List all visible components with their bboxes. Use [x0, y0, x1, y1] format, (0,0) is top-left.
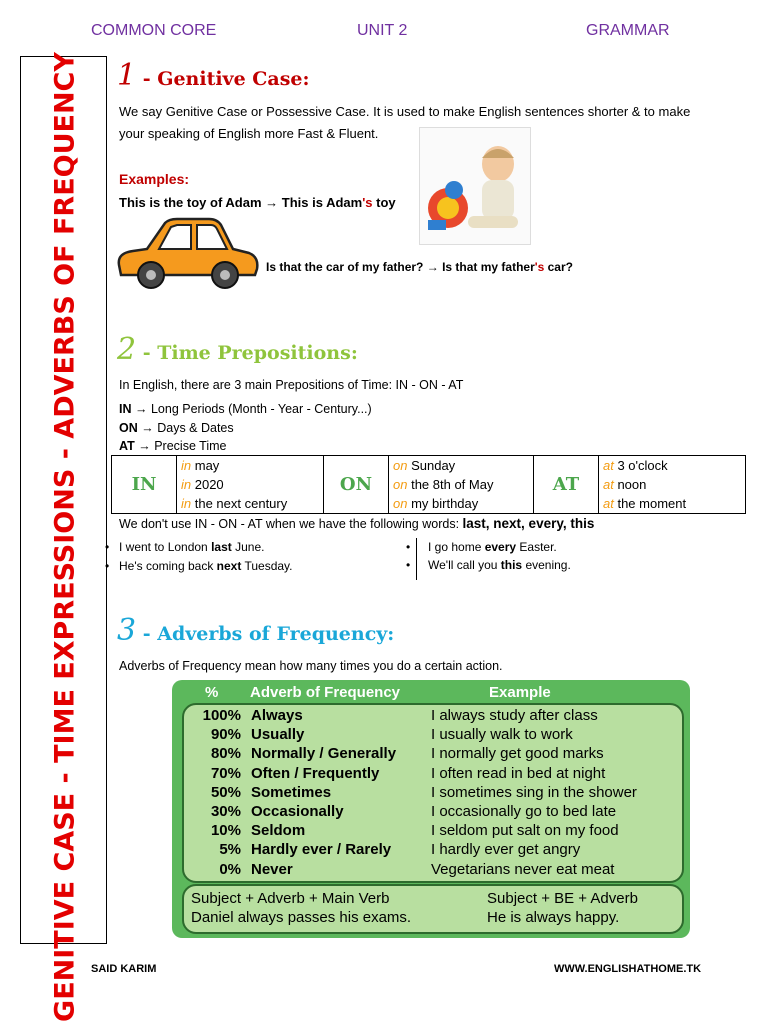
section-1-number: 1: [117, 58, 137, 93]
ex2-suffix: 's: [534, 260, 545, 274]
adverb-row-example: I normally get good marks: [431, 745, 604, 763]
ex2-possessive: Is that my father: [442, 260, 535, 274]
adverb-row-percent: 5%: [219, 841, 241, 859]
baby-toy-image: [419, 127, 531, 245]
exception-rule: We don't use IN - ON - AT when we have the following words: last, next, every, this: [119, 516, 595, 531]
rule1-header: Subject + Adverb + Main Verb: [191, 890, 390, 907]
rule2-example: He is always happy.: [487, 909, 620, 926]
ex2-end: car?: [544, 260, 573, 274]
adverb-row-percent: 70%: [210, 764, 241, 782]
header-left: COMMON CORE: [91, 22, 217, 39]
time-intro: In English, there are 3 main Prepositions of Time: IN - ON - AT: [119, 378, 464, 392]
col-adverb: Adverb of Frequency: [250, 684, 401, 701]
adverb-row-percent: 100%: [202, 707, 241, 724]
section-3-heading: 3 - Adverbs of Frequency:: [117, 613, 395, 648]
example-bullet-2: He's coming back next Tuesday.: [119, 559, 293, 573]
bullet-divider: [416, 538, 417, 580]
example-bullet-3: I go home every Easter.: [428, 540, 557, 554]
genitive-example-2: [266, 260, 573, 274]
section-3-title: Adverbs of Frequency:: [157, 623, 395, 645]
adverb-row-example: I seldom put salt on my food: [431, 822, 619, 840]
prep-in-examples: in may in 2020 in the next century: [177, 456, 324, 514]
adverb-row-adverb: Often / Frequently: [251, 764, 380, 782]
bullet-icon: •: [105, 540, 110, 554]
prep-on-examples: on Sunday on the 8th of May on my birthday: [389, 456, 534, 514]
adverb-row-percent: 0%: [219, 860, 241, 878]
rule1-example: Daniel always passes his exams.: [191, 909, 412, 926]
adverb-row-example: I usually walk to work: [431, 726, 573, 744]
col-percent: %: [205, 684, 219, 701]
car-image: [113, 217, 261, 293]
footer-author: SAID KARIM: [91, 963, 157, 975]
adverb-row-example: I hardly ever get angry: [431, 841, 581, 859]
sidebar-title: GENITIVE CASE - TIME EXPRESSIONS - ADVERBS OF FREQUENCY: [49, 52, 81, 1022]
adverb-row-adverb: Usually: [251, 726, 305, 744]
examples-label: Examples:: [119, 171, 190, 187]
bullet-icon: •: [406, 540, 411, 554]
adverb-row-example: I sometimes sing in the shower: [431, 783, 637, 801]
arrow-icon: →: [265, 195, 279, 210]
section-2-heading: 2 - Time Prepositions:: [117, 332, 358, 367]
adverb-row-adverb: Normally / Generally: [251, 745, 397, 763]
rule-on: ON → Days & Dates: [119, 420, 234, 435]
adverb-row-adverb: Seldom: [251, 822, 306, 840]
sidebar-box: [20, 52, 110, 1022]
section-2-number: 2: [117, 332, 137, 367]
prep-on-label: ON: [324, 456, 389, 514]
time-prepositions-table: [111, 455, 746, 514]
example-bullet-1: I went to London last June.: [119, 540, 265, 554]
bullet-icon: •: [105, 559, 110, 573]
adverb-row-adverb: Sometimes: [251, 783, 332, 801]
rule-at: AT → Precise Time: [119, 439, 227, 453]
section-1-title: Genitive Case:: [157, 68, 310, 90]
adverb-row-percent: 80%: [210, 745, 241, 763]
prep-at-label: AT: [534, 456, 599, 514]
adverb-row-adverb: Hardly ever / Rarely: [251, 841, 392, 859]
ex1-end: toy: [372, 195, 396, 210]
prep-at-examples: at 3 o'clock at noon at the moment: [599, 456, 746, 514]
adverbs-intro: Adverbs of Frequency mean how many times you do a certain action.: [119, 659, 503, 673]
adverb-row-percent: 10%: [210, 822, 241, 840]
adverb-row-example: I occasionally go to bed late: [431, 803, 617, 820]
col-example: Example: [489, 684, 551, 701]
adverb-row-percent: 50%: [210, 783, 241, 801]
adverb-row-adverb: Always: [251, 707, 303, 724]
rule-in: IN → Long Periods (Month - Year - Century...): [119, 402, 372, 416]
bullet-icon: •: [406, 558, 411, 572]
ex2-original: Is that the car of my father?: [266, 260, 424, 274]
section-2-title: Time Prepositions:: [157, 342, 358, 364]
adverb-row-example: I always study after class: [431, 707, 598, 724]
rule2-header: Subject + BE + Adverb: [487, 890, 638, 907]
header-center: UNIT 2: [357, 22, 408, 39]
ex1-suffix: 's: [362, 195, 373, 210]
section-3-number: 3: [117, 613, 137, 648]
genitive-paragraph: We say Genitive Case or Possessive Case. It is used to make English sentences shorter & to make your speaking of English more Fast & Fluent.: [119, 104, 691, 141]
arrow-icon: →: [426, 260, 439, 274]
footer-website[interactable]: WWW.ENGLISHATHOME.TK: [554, 963, 702, 975]
time-rules: [119, 400, 372, 456]
prep-in-label: IN: [112, 456, 177, 514]
genitive-example-1: [119, 195, 396, 210]
ex1-original: This is the toy of Adam: [119, 195, 262, 210]
adverb-row-adverb: Occasionally: [251, 803, 344, 820]
ex1-possessive: This is Adam: [281, 195, 363, 210]
section-1-heading: 1 - Genitive Case:: [117, 58, 310, 93]
adverb-row-adverb: Never: [251, 860, 293, 878]
header-right: GRAMMAR: [586, 22, 670, 39]
adverb-row-example: Vegetarians never eat meat: [431, 860, 615, 878]
adverb-row-percent: 90%: [210, 726, 241, 744]
example-bullet-4: We'll call you this evening.: [428, 558, 571, 572]
adverb-row-percent: 30%: [210, 803, 241, 820]
adverb-row-example: I often read in bed at night: [431, 764, 606, 782]
